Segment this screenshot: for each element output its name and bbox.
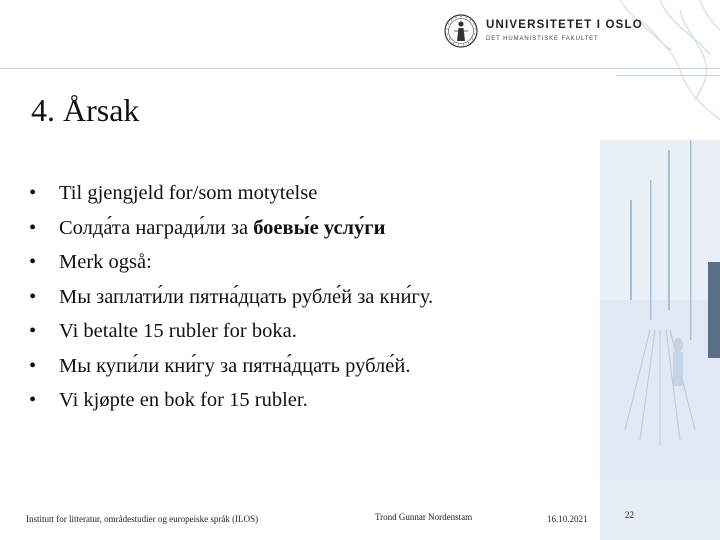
decorative-sculpture-image <box>600 0 720 540</box>
faculty-name: DET HUMANISTISKE FAKULTET <box>486 35 599 42</box>
bullet-marker: • <box>29 389 37 411</box>
bullet-text-bold: боевы́е услу́ги <box>253 216 386 239</box>
bullet-marker: • <box>29 285 37 308</box>
bullet-marker: • <box>29 251 37 273</box>
bullet-item <box>29 211 433 246</box>
bullet-marker: • <box>29 216 37 239</box>
bullet-text: Мы купи́ли кни́гу за пятна́дцать рубле́й. <box>59 354 411 377</box>
bullet-item <box>29 280 433 315</box>
bullet-item <box>29 245 433 280</box>
bullet-marker: • <box>29 354 37 377</box>
footer-institute: Institutt for litteratur, områdestudier og europeiske språk (ILOS) <box>26 514 259 524</box>
bullet-text: Vi betalte 15 rubler for boka. <box>59 320 297 342</box>
bullet-item <box>29 349 433 384</box>
bullet-marker: • <box>29 182 37 204</box>
bullet-text: Til gjengjeld for/som motytelse <box>59 182 318 204</box>
bullet-text: Мы заплати́ли пятна́дцать рубле́й за кни́гу. <box>59 285 434 308</box>
bullet-item <box>29 383 433 418</box>
university-logo <box>444 14 643 48</box>
footer-date: 16.10.2021 <box>547 514 588 524</box>
header-divider <box>0 68 720 69</box>
slide-title: 4. Årsak <box>31 92 140 128</box>
university-name: UNIVERSITETET I OSLO <box>486 19 643 32</box>
bullet-item <box>29 176 433 211</box>
side-accent-bar <box>708 262 720 358</box>
bullet-item <box>29 314 433 349</box>
university-seal-icon <box>444 14 478 48</box>
bullet-text: Merk også: <box>59 251 152 273</box>
bullet-text: Солда́та награди́ли за <box>59 216 254 239</box>
bullet-marker: • <box>29 320 37 342</box>
footer-author: Trond Gunnar Nordenstam <box>375 512 473 522</box>
bullet-list <box>29 176 433 418</box>
page-number: 22 <box>625 510 634 520</box>
bullet-text: Vi kjøpte en bok for 15 rubler. <box>59 389 308 411</box>
